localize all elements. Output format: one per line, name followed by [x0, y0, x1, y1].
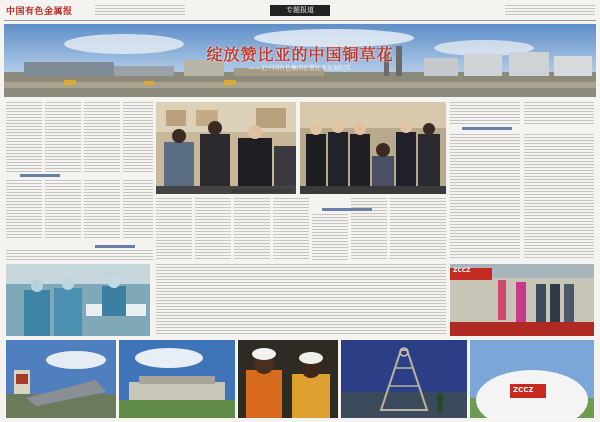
feature-headline: 绽放赞比亚的中国铜草花	[206, 45, 394, 64]
mine-shaft-image	[341, 340, 467, 418]
body-text-column	[123, 180, 153, 240]
body-text-block	[6, 250, 153, 262]
headframe-photo	[341, 340, 467, 418]
zccz-event-photo	[450, 264, 594, 336]
newspaper-logo: 中国有色金属报	[6, 7, 73, 17]
photo-caption	[232, 189, 292, 193]
body-text-column	[524, 134, 594, 260]
factory-photo	[119, 340, 235, 418]
body-text-column	[123, 102, 153, 172]
body-text-block	[524, 102, 594, 124]
section-tag: 专题报道	[270, 5, 330, 16]
dome-photo	[470, 340, 594, 418]
dateline-left	[95, 5, 185, 15]
masthead-rule	[4, 20, 596, 21]
body-text-column	[234, 198, 270, 260]
body-text-column	[156, 198, 192, 260]
body-text-block	[450, 102, 520, 124]
dateline-right	[505, 5, 595, 15]
building-photo	[6, 340, 116, 418]
body-text-column	[45, 102, 81, 172]
body-text-column	[312, 214, 348, 260]
body-text-column	[6, 180, 42, 240]
feature-subhead: ——记中国有色集团在赞比亚发展纪实	[248, 65, 351, 72]
body-text-column	[273, 198, 309, 260]
masthead	[0, 0, 600, 22]
body-text-column	[351, 198, 387, 260]
miners-image	[238, 340, 338, 418]
factory-image	[119, 340, 235, 418]
body-text-column	[195, 198, 231, 260]
section-subtitle	[20, 174, 60, 177]
section-subtitle	[462, 127, 512, 130]
body-text-column	[450, 134, 520, 260]
medical-photo	[6, 264, 150, 336]
body-text-column	[45, 180, 81, 240]
meeting-image	[156, 102, 296, 194]
group-image	[300, 102, 446, 194]
body-text-column	[84, 180, 120, 240]
event-image	[450, 264, 594, 336]
delegation-photo	[300, 102, 446, 194]
body-text-block	[156, 264, 446, 336]
workers-photo	[238, 340, 338, 418]
section-subtitle	[95, 245, 135, 248]
body-text-column	[84, 102, 120, 172]
zccz-dome-text: ZCCZ	[513, 386, 534, 394]
office-building-image	[6, 340, 116, 418]
storage-dome-image	[470, 340, 594, 418]
zccz-sign-text: ZCCZ	[453, 267, 471, 274]
officials-photo	[156, 102, 296, 194]
body-text-column	[6, 102, 42, 172]
clinic-image	[6, 264, 150, 336]
body-text-column	[390, 198, 446, 260]
